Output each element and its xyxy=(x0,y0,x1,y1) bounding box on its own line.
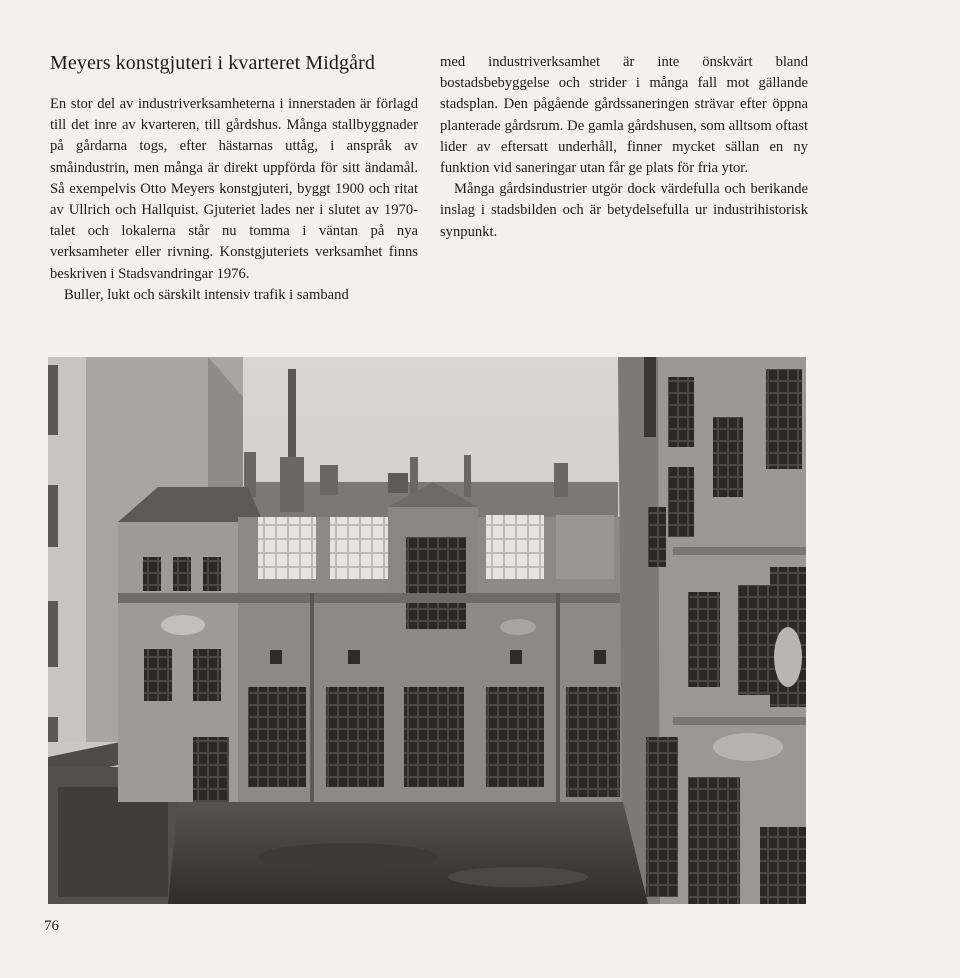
courtyard-factory-photo xyxy=(48,357,806,904)
paragraph-2: Buller, lukt och särskilt intensiv trafik i samband xyxy=(64,286,349,303)
photo-illustration xyxy=(48,357,806,904)
left-text-column xyxy=(50,94,418,306)
paragraph-1: En stor del av industriverksamheterna i innerstaden är förlagd till det inre av kvarteren, till gårdshus. Många stallbyggnader på gårdarna togs, efter hästarnas uttåg, i anspråk av småindustrin, men många är direkt uppförda för sitt ändamål. Så exempelvis Otto Meyers konstgjuteri, byggt 1900 och ritat av Ullrich och Hallquist. Gjuteriet lades ner i slutet av 1970-talet och lokalerna står nu tomma i väntan på nya verksamheter eller rivning. Konstgjuteriets verksamhet finns beskriven i Stadsvandringar 1976. xyxy=(50,96,418,282)
right-text-column xyxy=(440,52,808,243)
paragraph-3: med industriverksamhet är inte önskvärt bland bostadsbebyggelse och strider i många fall mot gällande stadsplan. Den pågående gårdssaneringen strävar efter öppna planterade gårdsrum. De gamla gårdshusen, som alltsom oftast lider av eftersatt underhåll, finner mycket sällan en ny funktion vid saneringar utan får ge plats för fria ytor. xyxy=(440,54,808,177)
paragraph-4: Många gårdsindustrier utgör dock värdefulla och berikande inslag i stadsbilden och är betydelsefulla ur industrihistorisk synpunkt. xyxy=(440,181,808,240)
page-number: 76 xyxy=(44,918,59,934)
page-title: Meyers konstgjuteri i kvarteret Midgård xyxy=(50,52,375,74)
